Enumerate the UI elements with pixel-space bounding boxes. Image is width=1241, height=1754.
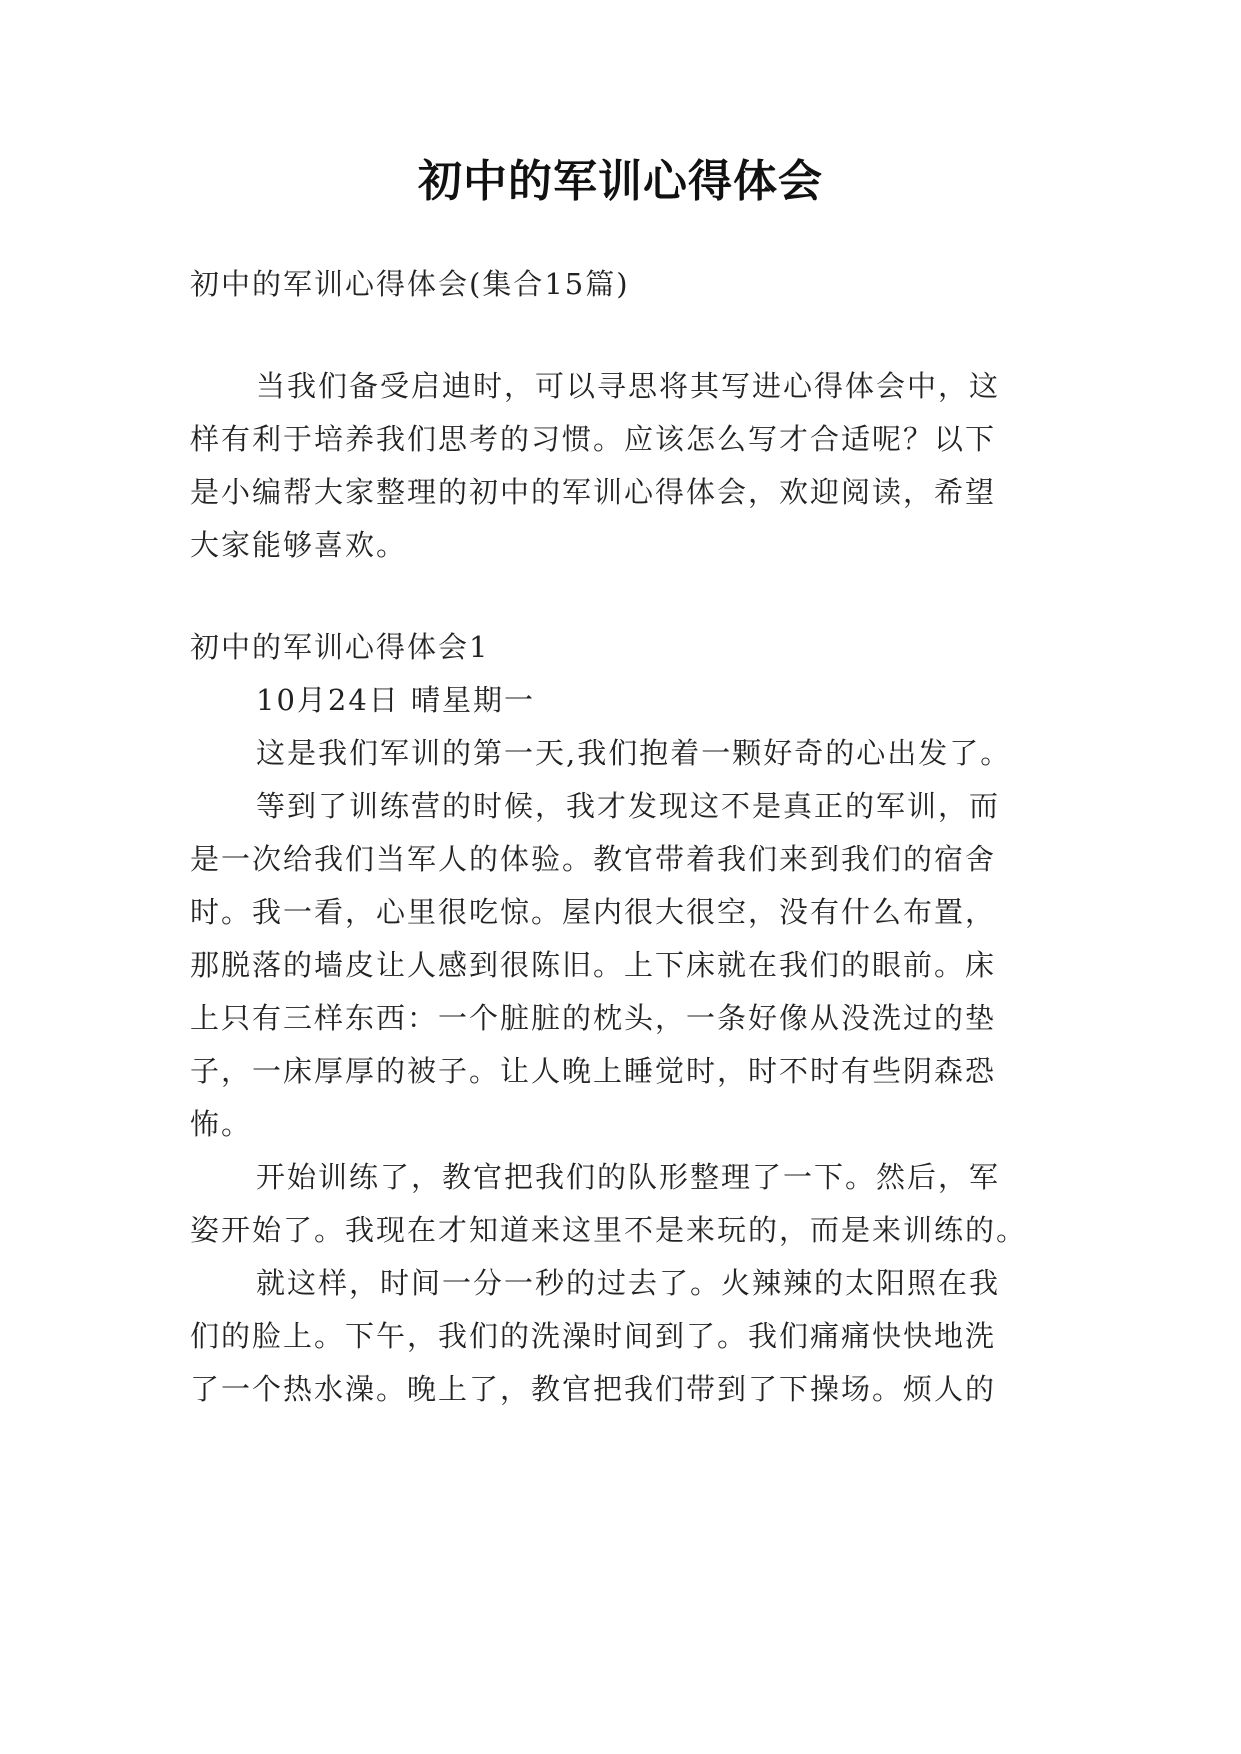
intro-line: 大家能够喜欢。 [190, 528, 408, 562]
intro-line: 当我们备受启迪时，可以寻思将其写进心得体会中，这 [256, 369, 1001, 403]
body-line: 子，一床厚厚的被子。让人晚上睡觉时，时不时有些阴森恐 [190, 1054, 997, 1088]
document-subtitle: 初中的军训心得体会(集合15篇) [190, 267, 630, 301]
intro-line: 是小编帮大家整理的初中的军训心得体会，欢迎阅读，希望 [190, 475, 997, 509]
body-line: 是一次给我们当军人的体验。教官带着我们来到我们的宿舍 [190, 842, 997, 876]
body-line: 那脱落的墙皮让人感到很陈旧。上下床就在我们的眼前。床 [190, 948, 997, 982]
body-line: 们的脸上。下午，我们的洗澡时间到了。我们痛痛快快地洗 [190, 1319, 997, 1353]
body-line: 开始训练了，教官把我们的队形整理了一下。然后，军 [256, 1160, 1001, 1194]
body-line: 等到了训练营的时候，我才发现这不是真正的军训，而 [256, 789, 1001, 823]
section-heading: 初中的军训心得体会1 [190, 630, 490, 664]
body-line: 这是我们军训的第一天,我们抱着一颗好奇的心出发了。 [256, 736, 1012, 770]
body-line: 了一个热水澡。晚上了，教官把我们带到了下操场。烦人的 [190, 1372, 997, 1406]
document-title: 初中的军训心得体会 [418, 156, 823, 207]
body-line: 时。我一看，心里很吃惊。屋内很大很空，没有什么布置， [190, 895, 997, 929]
intro-line: 样有利于培养我们思考的习惯。应该怎么写才合适呢？以下 [190, 422, 997, 456]
body-line: 上只有三样东西：一个脏脏的枕头，一条好像从没洗过的垫 [190, 1001, 997, 1035]
date-line: 10月24日 晴星期一 [256, 683, 536, 717]
body-line: 怖。 [190, 1107, 253, 1141]
body-line: 就这样，时间一分一秒的过去了。火辣辣的太阳照在我 [256, 1266, 1001, 1300]
body-line: 姿开始了。我现在才知道来这里不是来玩的，而是来训练的。 [190, 1213, 1028, 1247]
